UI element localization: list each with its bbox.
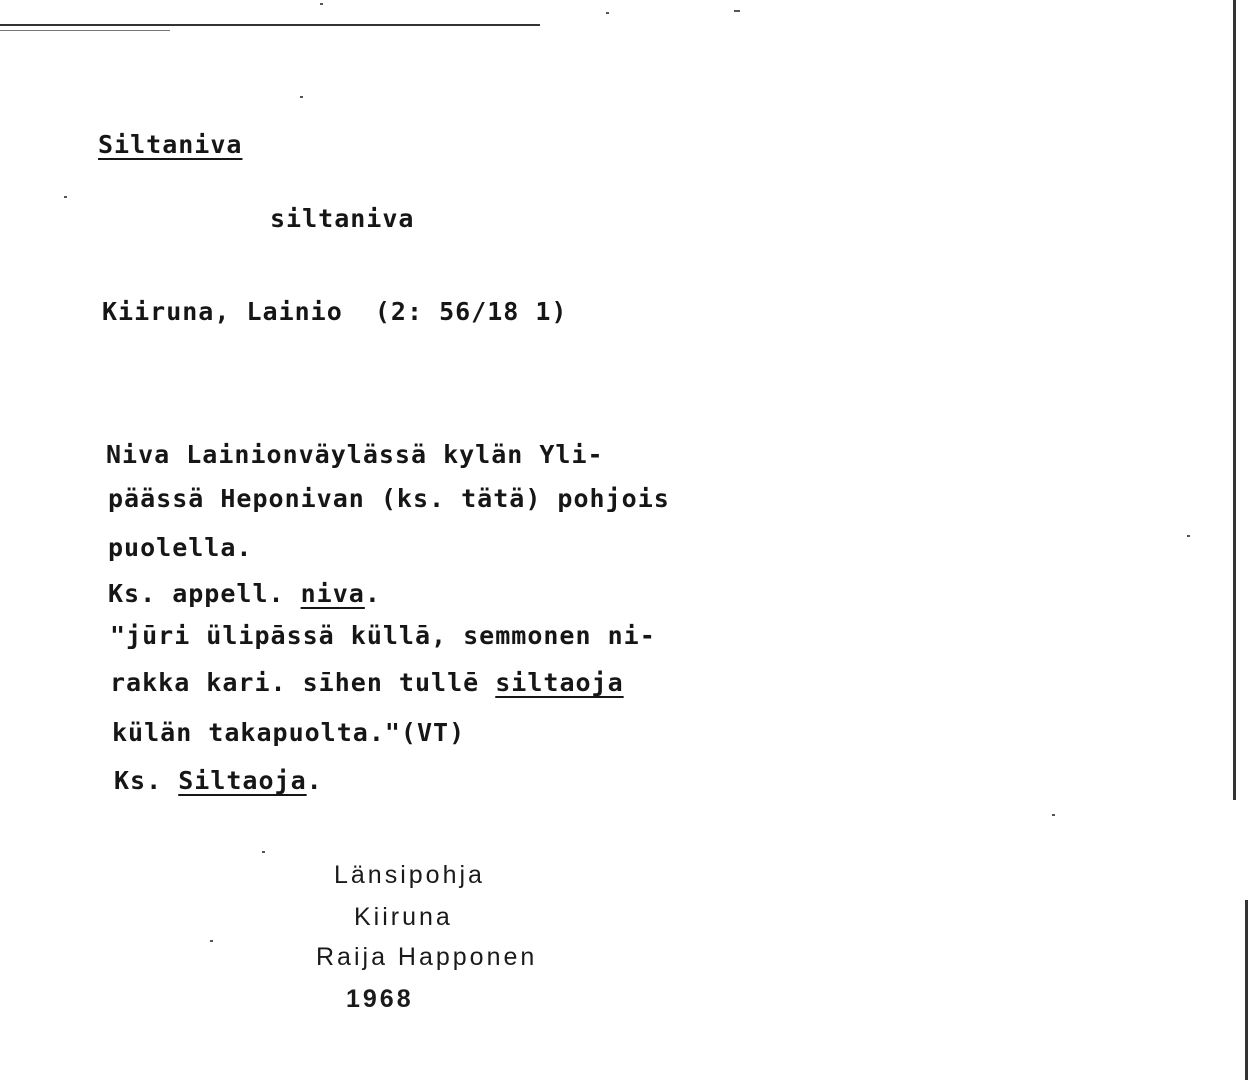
stamp-year: 1968 [346, 985, 414, 1013]
speck [1187, 535, 1190, 537]
body-line-3: puolella. [108, 533, 253, 562]
body-line-2: päässä Heponivan (ks. tätä) pohjois [108, 484, 670, 513]
body-line-1: Niva Lainionväylässä kylän Yli- [106, 440, 604, 469]
quote-text: rakka kari. sīhen tullē [110, 668, 496, 697]
reference-prefix: Ks. appell. [108, 579, 301, 608]
reference-suffix: . [364, 579, 381, 608]
body-line-4 [108, 579, 381, 609]
quote-term-siltaoja: siltaoja [495, 668, 624, 697]
right-edge-line-lower [1245, 900, 1248, 1080]
normalized-form: siltaniva [270, 204, 415, 233]
speck [1052, 814, 1055, 816]
speck [734, 10, 740, 12]
stamp-municipality: Kiiruna [354, 903, 453, 931]
body-line-7: külän takapuolta."(VT) [112, 718, 466, 747]
stamp-collector: Raija Happonen [316, 943, 538, 971]
see-also-link-siltaoja: Siltaoja [178, 766, 307, 795]
right-edge-line [1233, 0, 1236, 800]
see-also-prefix: Ks. [114, 766, 179, 795]
body-line-8 [114, 766, 323, 796]
headword: Siltaniva [98, 130, 243, 159]
body-line-6 [110, 668, 624, 698]
speck [262, 851, 265, 853]
speck [300, 96, 303, 98]
stamp-region: Länsipohja [334, 861, 485, 889]
location-line: Kiiruna, Lainio (2: 56/18 1) [102, 297, 568, 326]
speck [210, 940, 213, 942]
reference-link-niva: niva [300, 579, 365, 608]
body-line-5: "jūri ülipāssä küllā, semmonen ni- [110, 621, 656, 650]
speck [320, 3, 323, 5]
speck [606, 12, 609, 14]
top-edge-line [0, 24, 540, 26]
see-also-suffix: . [306, 766, 323, 795]
top-edge-line-short [0, 30, 170, 31]
speck [64, 196, 67, 198]
